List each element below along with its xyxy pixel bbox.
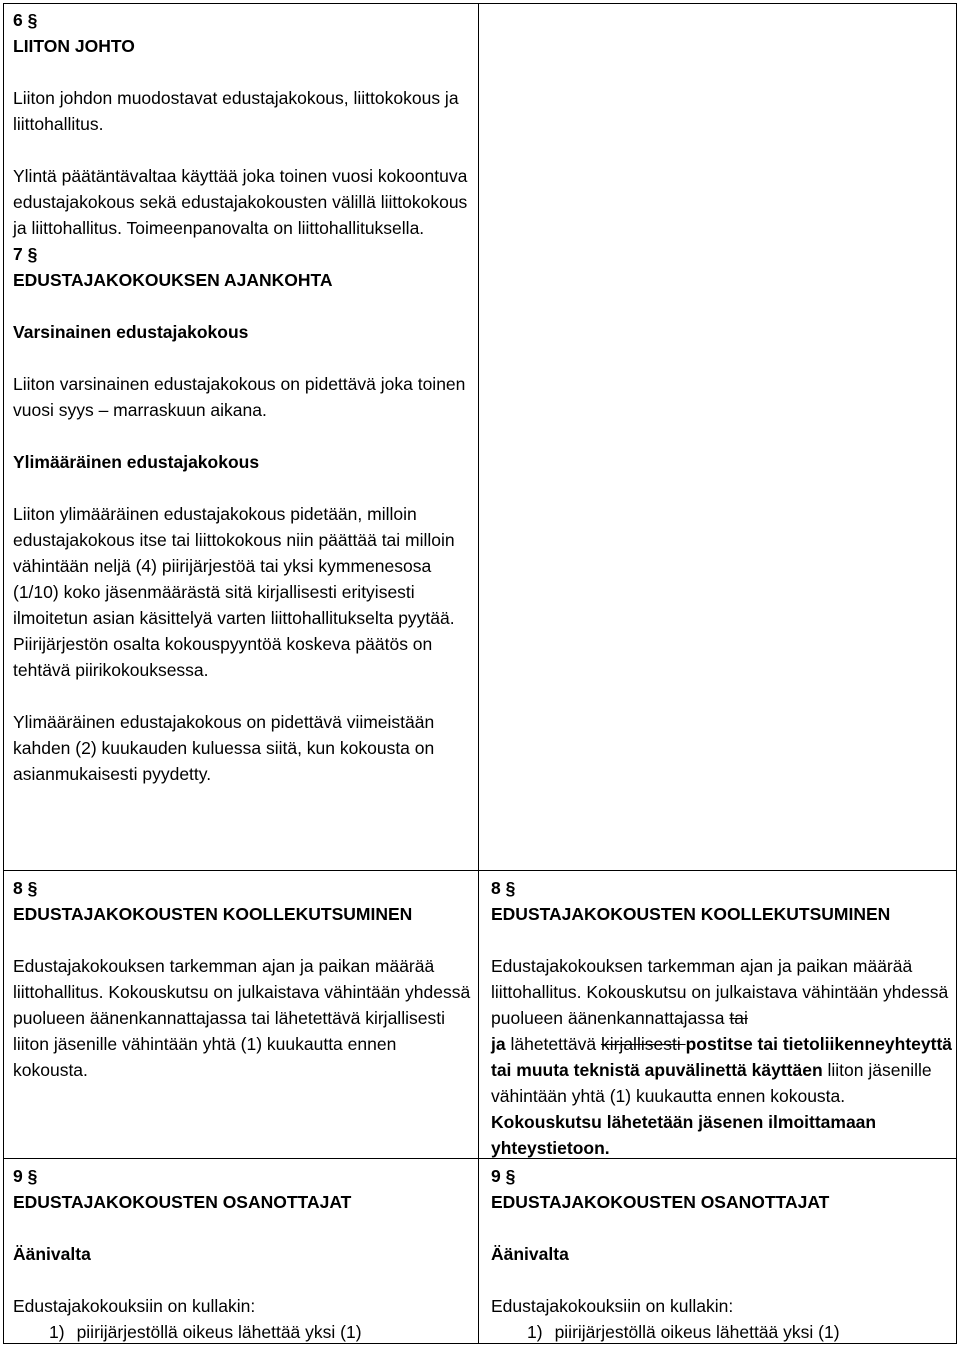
revised-text-1: Edustajakokouksen tarkemman ajan ja paikan määrää liittohallitus. Kokouskutsu on julkaistava vähintään yhdessä puolueen äänenkannattajassa — [491, 956, 949, 1028]
table-border-top — [3, 3, 957, 4]
section-7-subheading-regular: Varsinainen edustajakokous — [13, 322, 249, 342]
list-item — [491, 1319, 957, 1345]
list-item-text: piirijärjestöllä oikeus lähettää yksi (1) — [76, 1322, 362, 1342]
list-item-number: 1) — [49, 1322, 65, 1342]
section-9-paragraph: Edustajakokouksiin on kullakin: — [13, 1296, 256, 1316]
section-6-paragraph-2: Ylintä päätäntävaltaa käyttää joka toinen vuosi kokoontuva edustajakokous sekä edustajakokousten välillä liittokokous ja liittohallitus. Toimeenpanovalta on liittohallituksella. — [13, 166, 468, 238]
revised-text-2: lähetettävä — [505, 1034, 601, 1054]
section-8-paragraph: Edustajakokouksen tarkemman ajan ja paikan määrää liittohallitus. Kokouskutsu on julkaistava vähintään yhdessä puolueen äänenkannattajassa tai lähetettävä kirjallisesti liiton jäsenille vähintään yhtä (1) kuukautta ennen kokousta. — [13, 956, 471, 1080]
section-8-paragraph-revised — [491, 953, 957, 1161]
revised-text-3: liiton jäsenille vähintään yhtä (1) kuukautta ennen kokousta. — [491, 1060, 932, 1106]
added-text-ja: ja — [491, 1034, 506, 1054]
section-9-title-revised: EDUSTAJAKOKOUSTEN OSANOTTAJAT — [491, 1192, 830, 1212]
deleted-text-tai: tai — [729, 1008, 748, 1028]
section-8-number: 8 § — [13, 878, 38, 898]
section-6-title: LIITON JOHTO — [13, 36, 135, 56]
section-7-paragraph-3: Ylimääräinen edustajakokous on pidettävä viimeistään kahden (2) kuukauden kuluessa siitä, kun kokousta on asianmukaisesti pyydetty. — [13, 712, 435, 784]
section-7-number: 7 § — [13, 244, 38, 264]
table-column-divider — [478, 3, 479, 1344]
section-9-paragraph-revised: Edustajakokouksiin on kullakin: — [491, 1296, 734, 1316]
section-9-number-revised: 9 § — [491, 1166, 516, 1186]
row2-left-cell — [3, 875, 473, 1083]
row3-left-cell — [3, 1163, 473, 1345]
comparison-table — [3, 3, 957, 1344]
section-9-number: 9 § — [13, 1166, 38, 1186]
list-item-text: piirijärjestöllä oikeus lähettää yksi (1) — [554, 1322, 840, 1342]
section-8-title: EDUSTAJAKOKOUSTEN KOOLLEKUTSUMINEN — [13, 904, 413, 924]
section-7-paragraph-2: Liiton ylimääräinen edustajakokous pidetään, milloin edustajakokous itse tai liittokokous niin päättää tai milloin vähintään neljä (4) piirijärjestöä tai yksi kymmenesosa (1/10) koko jäsenmäärästä sitä kirjallisesti erityisesti ilmoitetun asian käsittelyä varten liittohallitukselta pyytää. Piirijärjestön osalta kokouspyyntöä koskeva päätös on tehtävä piirikokouksessa. — [13, 504, 455, 680]
table-row-divider-1 — [3, 870, 957, 871]
row3-right-cell — [481, 1163, 957, 1345]
section-9-subheading: Äänivalta — [13, 1244, 91, 1264]
section-8-number-revised: 8 § — [491, 878, 516, 898]
deleted-text-kirjallisesti: kirjallisesti — [600, 1034, 686, 1054]
row2-right-cell — [481, 875, 957, 1161]
section-9-title: EDUSTAJAKOKOUSTEN OSANOTTAJAT — [13, 1192, 352, 1212]
added-text-postitse: postitse tai tietoliikenneyhteyttä tai muuta teknistä apuvälinettä käyttäen — [491, 1034, 953, 1080]
section-8-title-revised: EDUSTAJAKOKOUSTEN KOOLLEKUTSUMINEN — [491, 904, 891, 924]
section-6-number: 6 § — [13, 10, 38, 30]
section-6-paragraph-1: Liiton johdon muodostavat edustajakokous, liittokokous ja liittohallitus. — [13, 88, 459, 134]
list-item-number: 1) — [527, 1322, 543, 1342]
section-7-title: EDUSTAJAKOKOUKSEN AJANKOHTA — [13, 270, 333, 290]
section-7-paragraph-1: Liiton varsinainen edustajakokous on pidettävä joka toinen vuosi syys – marraskuun aikana. — [13, 374, 466, 420]
section-7-subheading-extraordinary: Ylimääräinen edustajakokous — [13, 452, 260, 472]
list-item — [13, 1319, 473, 1345]
section-9-subheading-revised: Äänivalta — [491, 1244, 569, 1264]
row1-left-cell — [3, 7, 473, 787]
added-text-kokouskutsu: Kokouskutsu lähetetään jäsenen ilmoittamaan yhteystietoon. — [491, 1112, 877, 1158]
